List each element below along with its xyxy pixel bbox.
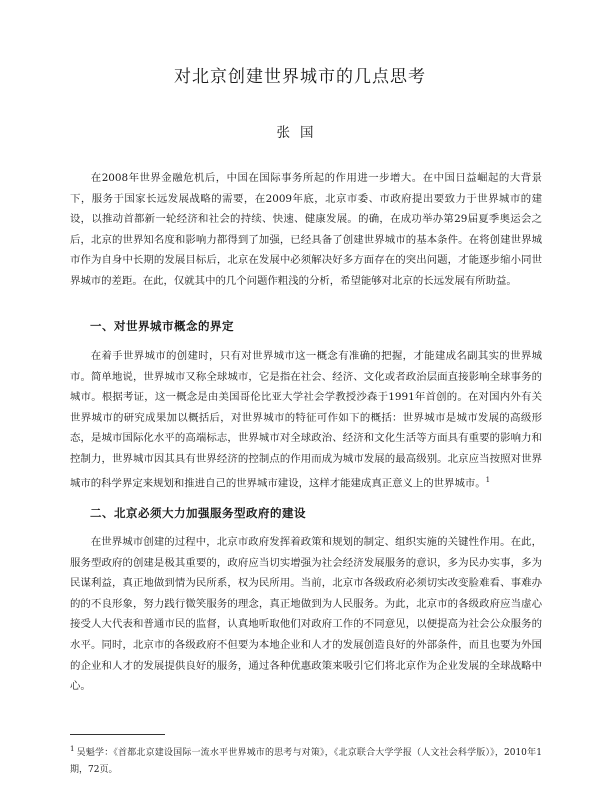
footnote-marker: 1	[70, 745, 75, 753]
section-1-paragraph	[70, 346, 542, 494]
section-2-paragraph: 在世界城市创建的过程中，北京市政府发挥着政策和规划的制定、组织实施的关键性作用。在此，服务型政府的创建是极其重要的，政府应当切实增强为社会经济发展服务的意识，多为民办实事，多为民谋利益，真正地做到情为民所系，权为民所用。当前，北京市各级政府必须切实改变脸难看、事难办的的不良形象，努力践行微笑服务的理念，真正地做到为人民服务。为此，北京市的各级政府应当虚心接受人大代表和普通市民的监督，认真地听取他们对政府工作的不同意见，以便提高为社会公众服务的水平。同时，北京市的各级政府不但要为本地企业和人才的发展创造良好的外部条件，而且也要为外国的企业和人才的发展提供良好的服务，通过各种优惠政策来吸引它们将北京作为企业发展的全球战略中心。	[70, 536, 542, 693]
intro-paragraph: 在2008年世界金融危机后，中国在国际事务所起的作用进一步增大。在中国日益崛起的大背景下，服务于国家长远发展战略的需要，在2009年底，北京市委、市政府提出要致力于世界城市的建设，以推动首都新一轮经济和社会的持续、快速、健康发展。的确，在成功举办第29届夏季奥运会之后，北京的世界知名度和影响力都得到了加强，已经具备了创建世界城市的基本条件。在将创建世界城市作为自身中长期的发展目标后，北京在发展中必须解决好多方面存在的突出问题，才能逐步缩小同世界城市的差距。在此，仅就其中的几个问题作粗浅的分析，希望能够对北京的长远发展有所助益。	[70, 172, 542, 287]
section-1-text: 在着手世界城市的创建时，只有对世界城市这一概念有准确的把握，才能建成名副其实的世界城市。简单地说，世界城市又称全球城市，它是指在社会、经济、文化或者政治层面直接影响全球事务的城市。根据考证，这一概念是由美国哥伦比亚大学社会学教授沙森于1991年首创的。在对国内外有关世界城市的研究成果加以概括后，对世界城市的特征可作如下的概括：世界城市是城市发展的高级形态，是城市国际化水平的高端标志，世界城市对全球政治、经济和文化生活等方面具有重要的影响力和控制力，世界城市因其具有世界经济的控制点的作用而成为城市发展的最高级别。北京应当按照对世界城市的科学界定来规划和推进自己的世界城市建设，这样才能建成真正意义上的世界城市。	[70, 350, 542, 490]
footnote-reference[interactable]: 1	[485, 475, 491, 484]
footnote	[70, 741, 542, 779]
section-heading-2: 二、北京必须大力加强服务型政府的建设	[90, 506, 306, 520]
article-author: 张国	[276, 125, 324, 141]
footnote-text: 吴魁学：《首都北京建设国际一流水平世界城市的思考与对策》，《北京联合大学学报（人文社会科学版）》，2010年1期，72页。	[70, 748, 542, 775]
article-title: 对北京创建世界城市的几点思考	[174, 67, 426, 87]
footnote-divider	[70, 734, 165, 735]
section-heading-1: 一、对世界城市概念的界定	[90, 319, 234, 333]
